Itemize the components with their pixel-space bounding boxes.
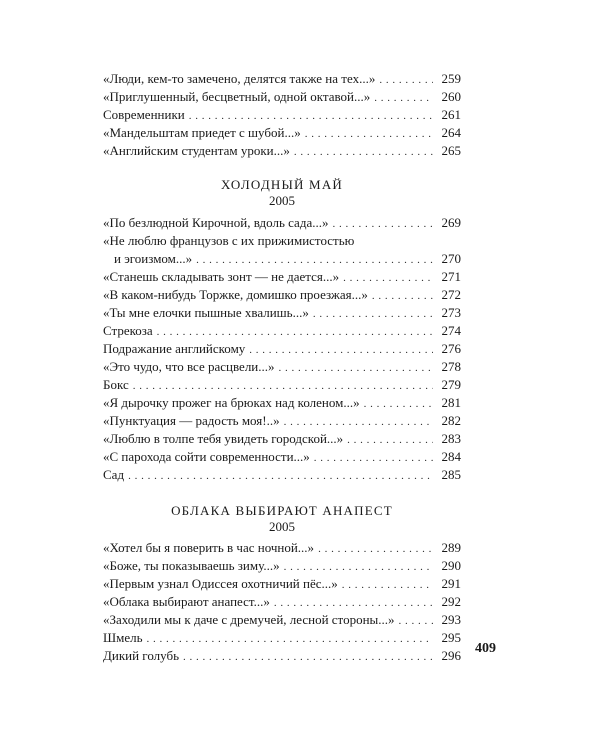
toc-entry xyxy=(103,250,461,268)
toc-entry xyxy=(103,430,461,448)
toc-entry-title: «Люди, кем-то замечено, делятся также на тех...» xyxy=(103,71,376,86)
toc-entry-page: 260 xyxy=(441,89,461,104)
toc-entry-page: 295 xyxy=(441,630,461,645)
toc-entry-title-line1: «Не люблю французов с их прижимистостью xyxy=(103,233,355,248)
dot-leader xyxy=(342,576,433,594)
toc-entry xyxy=(103,466,461,484)
dot-leader xyxy=(347,431,433,449)
toc-entry xyxy=(103,88,461,106)
toc-entry xyxy=(103,448,461,466)
toc-entry-page: 285 xyxy=(441,467,461,482)
toc-entry-title: Дикий голубь xyxy=(103,648,180,663)
toc-group-cold-may xyxy=(103,214,461,484)
toc-entry-page: 290 xyxy=(441,558,461,573)
toc-entry-page: 279 xyxy=(441,377,461,392)
toc-entry-title: «Ты мне елочки пышные хвалишь...» xyxy=(103,305,309,320)
toc-entry-title: «Английским студентам уроки...» xyxy=(103,143,290,158)
dot-leader xyxy=(147,630,433,648)
toc-group-clouds xyxy=(103,539,461,665)
section-title: ОБЛАКА ВЫБИРАЮТ АНАПЕСТ xyxy=(171,503,393,518)
toc-entry xyxy=(103,358,461,376)
toc-entry xyxy=(103,106,461,124)
toc-entry xyxy=(103,322,461,340)
toc-entry-page: 284 xyxy=(441,449,461,464)
toc-entry-title: Подражание английскому xyxy=(103,341,246,356)
toc-entry xyxy=(103,575,461,593)
dot-leader xyxy=(284,413,433,431)
dot-leader xyxy=(343,269,433,287)
toc-entry-page: 291 xyxy=(441,576,461,591)
toc-entry xyxy=(103,70,461,88)
section-year: 2005 xyxy=(269,193,295,208)
toc-entry-page: 276 xyxy=(441,341,461,356)
dot-leader xyxy=(284,558,433,576)
dot-leader xyxy=(279,359,433,377)
toc-entry-title: «По безлюдной Кирочной, вдоль сада...» xyxy=(103,215,329,230)
toc-group-1 xyxy=(103,70,461,160)
toc-entry-page: 272 xyxy=(441,287,461,302)
toc-entry-title: «Первым узнал Одиссея охотничий пёс...» xyxy=(103,576,338,591)
toc-entry-title: «Боже, ты показываешь зиму...» xyxy=(103,558,280,573)
dot-leader xyxy=(128,467,433,485)
toc-entry-page: 271 xyxy=(441,269,461,284)
toc-entry xyxy=(103,214,461,232)
dot-leader xyxy=(196,251,433,269)
toc-entry-title: «С парохода сойти современности...» xyxy=(103,449,310,464)
section-heading-cold-may xyxy=(103,177,461,209)
toc-entry-page: 281 xyxy=(441,395,461,410)
toc-entry-title: «В каком-нибудь Торжке, домишко проезжая...» xyxy=(103,287,368,302)
toc-entry-page: 278 xyxy=(441,359,461,374)
dot-leader xyxy=(183,648,433,666)
dot-leader xyxy=(133,377,433,395)
toc-entry-title: Сад xyxy=(103,467,125,482)
toc-entry xyxy=(103,142,461,160)
toc-entry-page: 293 xyxy=(441,612,461,627)
toc-entry-title: Современники xyxy=(103,107,185,122)
toc-entry-page: 261 xyxy=(441,107,461,122)
toc-entry-title: «Станешь складывать зонт — не дается...» xyxy=(103,269,340,284)
section-year: 2005 xyxy=(269,519,295,534)
toc-entry xyxy=(103,539,461,557)
toc-entry-title: «Это чудо, что все расцвели...» xyxy=(103,359,275,374)
dot-leader xyxy=(189,107,433,125)
toc-entry xyxy=(103,304,461,322)
dot-leader xyxy=(305,125,433,143)
toc-entry-title: «Мандельштам приедет с шубой...» xyxy=(103,125,301,140)
toc-entry-title: «Заходили мы к даче с дремучей, лесной стороны...» xyxy=(103,612,395,627)
dot-leader xyxy=(313,305,433,323)
toc-entry-title: Бокс xyxy=(103,377,129,392)
toc-entry xyxy=(103,557,461,575)
toc-entry-title: «Пунктуация — радость моя!..» xyxy=(103,413,280,428)
toc-entry xyxy=(103,647,461,665)
page-number: 409 xyxy=(475,641,496,656)
toc-entry-page: 264 xyxy=(441,125,461,140)
toc-entry-page: 270 xyxy=(441,251,461,266)
dot-leader xyxy=(372,287,433,305)
toc-entry-title: «Облака выбирают анапест...» xyxy=(103,594,270,609)
dot-leader xyxy=(314,449,433,467)
toc-entry xyxy=(103,124,461,142)
section-title: ХОЛОДНЫЙ МАЙ xyxy=(221,177,343,192)
dot-leader xyxy=(364,395,433,413)
toc-entry xyxy=(103,268,461,286)
toc-entry-page: 259 xyxy=(441,71,461,86)
toc-entry-page: 292 xyxy=(441,594,461,609)
toc-entry-page: 296 xyxy=(441,648,461,663)
dot-leader xyxy=(294,143,433,161)
toc-entry-page: 274 xyxy=(441,323,461,338)
toc-entry-title: «Хотел бы я поверить в час ночной...» xyxy=(103,540,315,555)
toc-entry-title: «Люблю в толпе тебя увидеть городской...» xyxy=(103,431,344,446)
dot-leader xyxy=(274,594,433,612)
toc-entry xyxy=(103,394,461,412)
toc-entry-page: 289 xyxy=(441,540,461,555)
section-heading-clouds xyxy=(103,503,461,535)
toc-entry-page: 269 xyxy=(441,215,461,230)
dot-leader xyxy=(374,89,433,107)
toc-entry xyxy=(103,412,461,430)
dot-leader xyxy=(157,323,433,341)
toc-entry-page: 283 xyxy=(441,431,461,446)
toc-entry-title: «Приглушенный, бесцветный, одной октавой...» xyxy=(103,89,371,104)
toc-entry-title: Стрекоза xyxy=(103,323,153,338)
toc-entry xyxy=(103,611,461,629)
toc-entry-page: 273 xyxy=(441,305,461,320)
toc-entry xyxy=(103,340,461,358)
toc-entry xyxy=(103,376,461,394)
toc-entry-page: 265 xyxy=(441,143,461,158)
toc-entry xyxy=(103,629,461,647)
dot-leader xyxy=(379,71,433,89)
toc-entry xyxy=(103,593,461,611)
dot-leader xyxy=(318,540,433,558)
dot-leader xyxy=(249,341,433,359)
dot-leader xyxy=(399,612,433,630)
toc-entry-page: 282 xyxy=(441,413,461,428)
toc-entry-title: Шмель xyxy=(103,630,143,645)
toc-entry-title: «Я дырочку прожег на брюках над коленом...» xyxy=(103,395,360,410)
toc-entry-title-line2: и эгоизмом...» xyxy=(114,251,193,266)
toc-entry xyxy=(103,286,461,304)
dot-leader xyxy=(332,215,433,233)
